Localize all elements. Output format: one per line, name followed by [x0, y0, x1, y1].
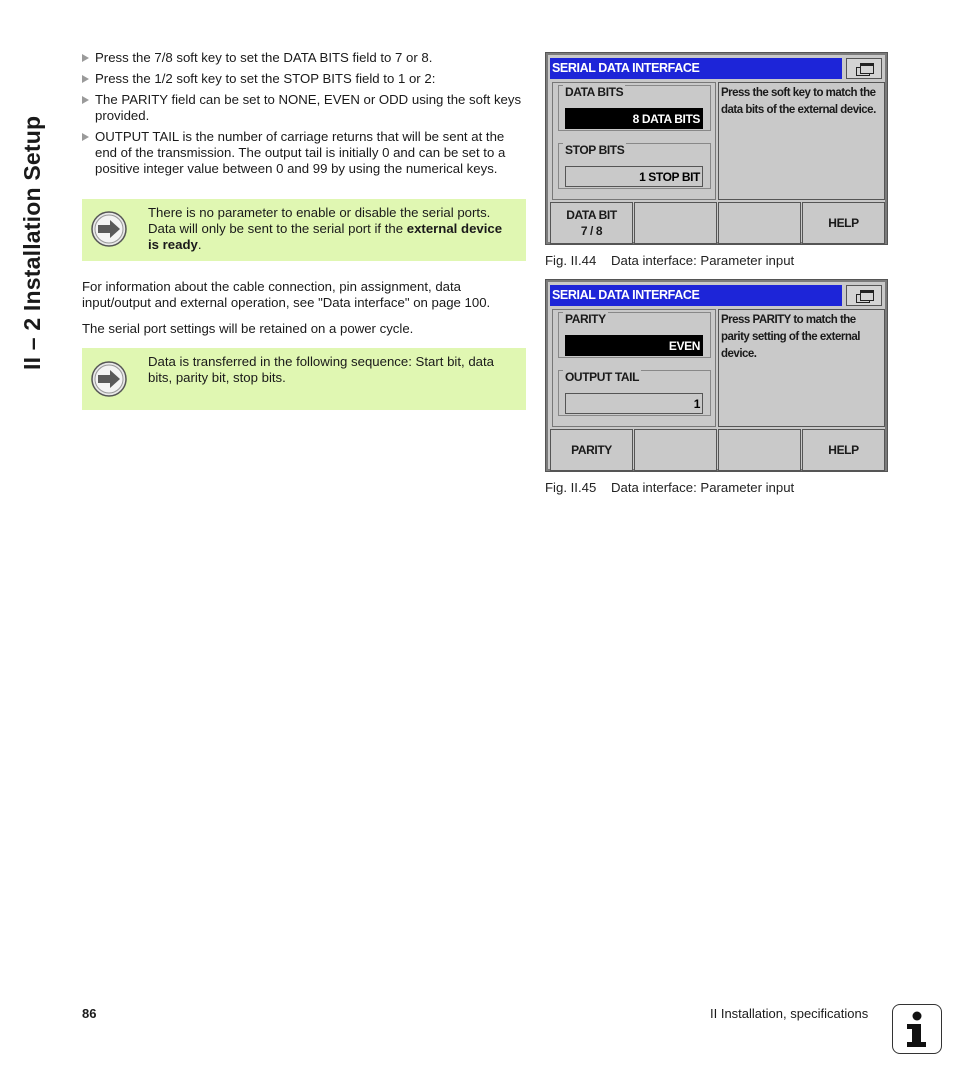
bullet-text: Press the 1/2 soft key to set the STOP BITS field to 1 or 2:: [95, 71, 436, 86]
arrow-right-icon: [91, 211, 127, 247]
arrow-right-icon: [91, 361, 127, 397]
softkey-data-bit[interactable]: [550, 202, 633, 244]
window-restore-button[interactable]: [846, 285, 882, 306]
note-emphasis: external device is ready: [148, 221, 503, 252]
softkey-label: DATA BIT: [566, 208, 617, 222]
output-tail-group: [558, 370, 711, 416]
help-text-panel: Press PARITY to match the parity setting of the external device.: [718, 309, 885, 427]
field-label: DATA BITS: [565, 85, 624, 99]
fields-panel: [552, 309, 716, 427]
softkey-help[interactable]: [802, 429, 885, 471]
bullet-text: The PARITY field can be set to NONE, EVEN or ODD using the soft keys provided.: [95, 92, 522, 123]
triangle-bullet-icon: [82, 96, 89, 104]
bullet-text: Press the 7/8 soft key to set the DATA BITS field to 7 or 8.: [95, 50, 433, 65]
info-icon: [892, 1004, 942, 1054]
figure-parity: [545, 279, 888, 495]
note-box: [82, 348, 526, 410]
screen-serial-data-interface: [545, 52, 888, 245]
figure-caption: [545, 480, 888, 495]
window-icon: [860, 290, 874, 301]
figure-data-bits: [545, 52, 888, 268]
softkey-empty[interactable]: [718, 429, 801, 471]
softkey-help[interactable]: [802, 202, 885, 244]
softkey-label: HELP: [828, 216, 859, 230]
triangle-bullet-icon: [82, 54, 89, 62]
figure-caption: [545, 253, 888, 268]
instruction-bullet: [82, 71, 528, 87]
bullet-text: OUTPUT TAIL is the number of carriage returns that will be sent at the end of the transmission. The output tail is initially 0 and can be set to a positive integer value between 0 and 99 by using the numerical keys.: [95, 129, 506, 176]
softkey-bar: [550, 202, 887, 244]
help-text-panel: Press the soft key to match the data bits of the external device.: [718, 82, 885, 200]
instruction-bullet: [82, 50, 528, 66]
page-number: 86: [82, 1006, 97, 1021]
softkey-empty[interactable]: [634, 202, 717, 244]
softkey-parity[interactable]: [550, 429, 633, 471]
softkey-empty[interactable]: [634, 429, 717, 471]
note-text: There is no parameter to enable or disable the serial ports. Data will only be sent to the serial port if the: [148, 205, 491, 236]
data-bits-group: [558, 85, 711, 131]
window-title: SERIAL DATA INTERFACE: [550, 58, 842, 79]
softkey-label: HELP: [828, 443, 859, 457]
paragraph: The serial port settings will be retained on a power cycle.: [82, 321, 414, 336]
fields-panel: [552, 82, 716, 200]
screen-serial-data-interface: [545, 279, 888, 472]
field-label: PARITY: [565, 312, 606, 326]
info-glyph-icon: [893, 1005, 940, 1052]
window-icon: [860, 63, 874, 74]
triangle-bullet-icon: [82, 133, 89, 141]
softkey-label: 7 / 8: [580, 224, 603, 238]
parity-field[interactable]: EVEN: [565, 335, 703, 356]
data-bits-field[interactable]: 8 DATA BITS: [565, 108, 703, 129]
window-title: SERIAL DATA INTERFACE: [550, 285, 842, 306]
note-text-end: .: [197, 237, 202, 252]
caption-number: Fig. II.45: [545, 480, 597, 495]
caption-text: Data interface: Parameter input: [610, 253, 795, 268]
parity-group: [558, 312, 711, 358]
chapter-side-title: [14, 50, 50, 370]
softkey-bar: [550, 429, 887, 471]
caption-text: Data interface: Parameter input: [610, 480, 795, 495]
paragraph: For information about the cable connection, pin assignment, data input/output and external operation, see "Data interface" on page 100.: [82, 279, 491, 310]
instruction-bullet: [82, 129, 528, 177]
caption-number: Fig. II.44: [545, 253, 597, 268]
window-restore-button[interactable]: [846, 58, 882, 79]
softkey-empty[interactable]: [718, 202, 801, 244]
note-text: Data is transferred in the following sequence: Start bit, data bits, parity bit, stop bits.: [148, 354, 494, 385]
triangle-bullet-icon: [82, 75, 89, 83]
stop-bits-field[interactable]: 1 STOP BIT: [565, 166, 703, 187]
softkey-label: PARITY: [571, 443, 612, 457]
stop-bits-group: [558, 143, 711, 189]
footer-section: II Installation, specifications: [710, 1006, 869, 1021]
field-label: OUTPUT TAIL: [565, 370, 640, 384]
instruction-bullet: [82, 92, 528, 124]
chapter-title-text: II – 2 Installation Setup: [19, 115, 45, 370]
main-text-column: [82, 50, 528, 410]
field-label: STOP BITS: [565, 143, 625, 157]
note-box: [82, 199, 526, 261]
output-tail-field[interactable]: 1: [565, 393, 703, 414]
